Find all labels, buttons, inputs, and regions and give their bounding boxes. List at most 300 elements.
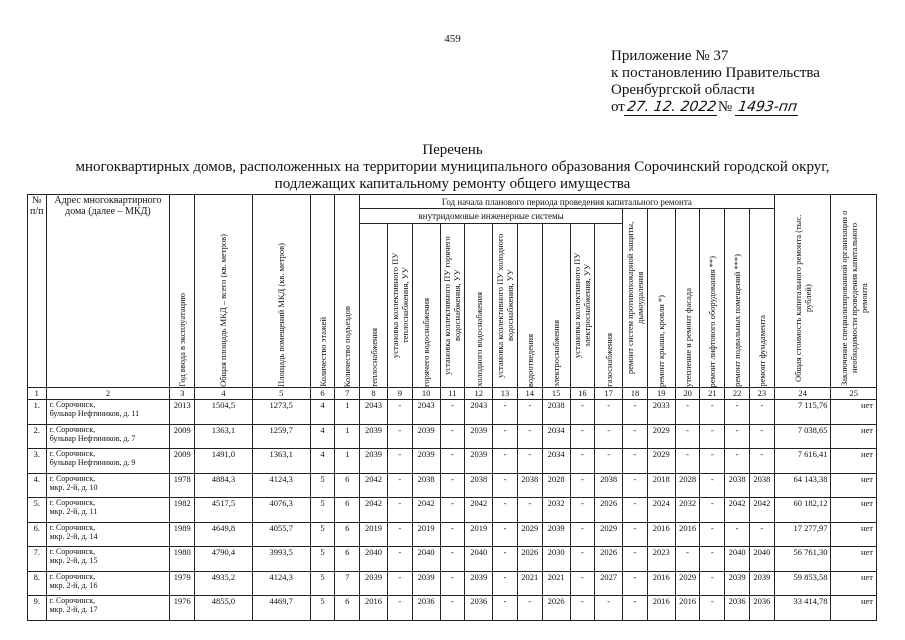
address-cell — [46, 522, 170, 547]
work-year-cell: - — [623, 498, 648, 523]
work-year-cell: 2039 — [465, 424, 493, 449]
entrances-cell: 6 — [335, 522, 360, 547]
work-year-cell: 2038 — [749, 473, 774, 498]
work-year-cell: - — [387, 571, 412, 596]
work-year-cell: - — [725, 449, 750, 474]
floors-cell: 5 — [310, 473, 335, 498]
appendix-block — [611, 48, 820, 116]
work-year-cell: - — [595, 424, 623, 449]
work-year-cell: 2023 — [647, 547, 675, 572]
work-year-cell: 2016 — [647, 596, 675, 621]
work-year-cell: - — [700, 498, 725, 523]
work-year-cell: - — [517, 498, 542, 523]
work-year-cell: - — [700, 473, 725, 498]
work-year-cell: 2043 — [360, 400, 388, 425]
work-year-cell: 2038 — [542, 400, 570, 425]
work-year-cell: 2040 — [749, 547, 774, 572]
work-year-cell: 2042 — [725, 498, 750, 523]
table-row — [28, 400, 877, 425]
work-year-cell: - — [623, 522, 648, 547]
work-year-cell: 2034 — [542, 449, 570, 474]
work-year-cell: - — [700, 449, 725, 474]
address-street: мкр. 2-й, д. 11 — [49, 507, 98, 517]
cost-cell: 17 277,97 — [774, 522, 831, 547]
repair-table — [27, 194, 877, 621]
table-row — [28, 473, 877, 498]
title-line-3: подлежащих капитальному ремонту общего имущества — [274, 176, 631, 192]
column-number-cell: 25 — [831, 388, 877, 400]
column-number-cell: 17 — [595, 388, 623, 400]
col-work-14-header: ремонт лифтового оборудования **) — [700, 209, 725, 388]
col-work-10-header: газоснабжения — [595, 224, 623, 388]
work-year-cell: - — [570, 596, 595, 621]
col-work-16-header: ремонт фундамента — [749, 209, 774, 388]
cost-cell: 7 038,65 — [774, 424, 831, 449]
work-year-cell: - — [623, 424, 648, 449]
work-year-cell: - — [440, 571, 465, 596]
area-total-cell: 4855,0 — [195, 596, 253, 621]
work-year-cell: - — [570, 571, 595, 596]
address-cell — [46, 571, 170, 596]
column-number-cell: 18 — [623, 388, 648, 400]
work-year-cell: 2029 — [647, 449, 675, 474]
column-number-cell: 7 — [335, 388, 360, 400]
address-city: г. Сорочинск, — [49, 424, 96, 434]
area-total-cell: 1363,1 — [195, 424, 253, 449]
table-row — [28, 547, 877, 572]
document-title — [0, 142, 905, 193]
work-year-cell: - — [570, 522, 595, 547]
col-work-4-header: установка коллективного ПУ горячего водоснабжения, УУ — [440, 224, 465, 388]
work-year-cell: - — [700, 424, 725, 449]
address-street: бульвар Нефтяников, д. 7 — [49, 433, 136, 443]
work-year-cell: - — [440, 473, 465, 498]
conclusion-cell: нет — [831, 571, 877, 596]
column-number-cell: 20 — [675, 388, 700, 400]
work-year-cell: 2027 — [595, 571, 623, 596]
cost-cell: 33 414,78 — [774, 596, 831, 621]
entrances-cell: 1 — [335, 400, 360, 425]
work-year-cell: - — [675, 449, 700, 474]
work-year-cell: - — [749, 449, 774, 474]
table-row — [28, 522, 877, 547]
work-year-cell: - — [700, 596, 725, 621]
work-year-cell: 2043 — [412, 400, 440, 425]
column-number-cell: 2 — [46, 388, 170, 400]
table-row — [28, 596, 877, 621]
work-year-cell: 2016 — [675, 522, 700, 547]
area-rooms-cell: 4055,7 — [252, 522, 310, 547]
table-body — [28, 388, 877, 621]
work-year-cell: 2034 — [542, 424, 570, 449]
work-year-cell: - — [493, 473, 518, 498]
cost-cell: 64 143,38 — [774, 473, 831, 498]
work-year-cell: - — [440, 522, 465, 547]
row-number-cell: 6. — [28, 522, 47, 547]
work-year-cell: 2043 — [465, 400, 493, 425]
address-cell — [46, 449, 170, 474]
work-year-cell: - — [440, 449, 465, 474]
cost-cell: 7 616,41 — [774, 449, 831, 474]
work-year-cell: 2032 — [675, 498, 700, 523]
col-work-12-header: ремонт крыши, кровли *) — [647, 209, 675, 388]
area-total-cell: 4517,5 — [195, 498, 253, 523]
col-floors-header: Количество этажей — [310, 195, 335, 388]
work-year-cell: - — [725, 424, 750, 449]
work-year-cell: - — [570, 498, 595, 523]
floors-cell: 4 — [310, 449, 335, 474]
work-year-cell: - — [623, 473, 648, 498]
col-work-1-header: теплоснабжения — [360, 224, 388, 388]
row-number-cell: 5. — [28, 498, 47, 523]
table-row — [28, 449, 877, 474]
address-cell — [46, 596, 170, 621]
column-number-cell: 8 — [360, 388, 388, 400]
work-year-cell: - — [517, 400, 542, 425]
work-year-cell: - — [493, 596, 518, 621]
work-year-cell: - — [623, 571, 648, 596]
row-number-cell: 4. — [28, 473, 47, 498]
work-year-cell: - — [493, 449, 518, 474]
area-rooms-cell: 1273,5 — [252, 400, 310, 425]
work-year-cell: 2039 — [360, 449, 388, 474]
cost-cell: 60 182,12 — [774, 498, 831, 523]
area-total-cell: 4935,2 — [195, 571, 253, 596]
area-total-cell: 4884,3 — [195, 473, 253, 498]
area-rooms-cell: 4076,3 — [252, 498, 310, 523]
work-year-cell: 2021 — [542, 571, 570, 596]
conclusion-cell: нет — [831, 473, 877, 498]
work-year-cell: 2042 — [465, 498, 493, 523]
work-year-cell: 2021 — [517, 571, 542, 596]
work-year-cell: 2029 — [675, 571, 700, 596]
work-year-cell: 2029 — [647, 424, 675, 449]
work-year-cell: 2024 — [647, 498, 675, 523]
work-year-cell: 2039 — [412, 571, 440, 596]
column-number-cell: 9 — [387, 388, 412, 400]
col-work-15-header: ремонт подвальных помещений ***) — [725, 209, 750, 388]
col-cost-header: Общая стоимость капитального ремонта (тыс. рублей) — [774, 195, 831, 388]
row-number-cell: 3. — [28, 449, 47, 474]
appendix-title: Приложение № 37 — [611, 48, 729, 64]
col-area-rooms-header: Площадь помещений МКД (кв. метров) — [252, 195, 310, 388]
work-year-cell: - — [623, 449, 648, 474]
work-year-cell: 2033 — [647, 400, 675, 425]
title-line-2: многоквартирных домов, расположенных на территории муниципального образования Сорочинский городской округ, — [75, 159, 830, 175]
work-year-cell: 2039 — [412, 449, 440, 474]
floors-cell: 4 — [310, 400, 335, 425]
entrances-cell: 6 — [335, 547, 360, 572]
area-rooms-cell: 4124,3 — [252, 571, 310, 596]
address-street: мкр. 2-й, д. 17 — [49, 605, 98, 615]
address-city: г. Сорочинск, — [49, 400, 96, 410]
period-header: Год начала планового периода проведения капитального ремонта — [360, 195, 775, 209]
col-work-3-header: горячего водоснабжения — [412, 224, 440, 388]
address-street: мкр. 2-й, д. 16 — [49, 580, 98, 590]
systems-header: внутридомовые инженерные системы — [360, 209, 623, 224]
cost-cell: 56 761,30 — [774, 547, 831, 572]
work-year-cell: - — [675, 547, 700, 572]
work-year-cell: 2019 — [412, 522, 440, 547]
column-number-cell: 14 — [517, 388, 542, 400]
work-year-cell: - — [387, 547, 412, 572]
work-year-cell: - — [570, 424, 595, 449]
work-year-cell: - — [725, 400, 750, 425]
col-conclusion-header: Заключение специализированной организации о необходимости проведения капитального ремонта — [831, 195, 877, 388]
work-year-cell: - — [570, 400, 595, 425]
work-year-cell: 2042 — [360, 498, 388, 523]
work-year-cell: 2036 — [749, 596, 774, 621]
col-address-header: Адрес многоквартирного дома (далее – МКД) — [46, 195, 170, 388]
appendix-date-line — [611, 99, 820, 116]
conclusion-cell: нет — [831, 596, 877, 621]
work-year-cell: 2038 — [595, 473, 623, 498]
work-year-cell: 2032 — [542, 498, 570, 523]
work-year-cell: 2039 — [360, 424, 388, 449]
work-year-cell: 2019 — [465, 522, 493, 547]
work-year-cell: 2016 — [647, 571, 675, 596]
address-street: бульвар Нефтяников, д. 9 — [49, 458, 136, 468]
area-total-cell: 1491,0 — [195, 449, 253, 474]
column-number-cell: 16 — [570, 388, 595, 400]
work-year-cell: - — [387, 473, 412, 498]
work-year-cell: - — [623, 596, 648, 621]
work-year-cell: 2028 — [542, 473, 570, 498]
address-cell — [46, 547, 170, 572]
appendix-number-label: № — [717, 99, 733, 115]
work-year-cell: - — [570, 473, 595, 498]
conclusion-cell: нет — [831, 498, 877, 523]
work-year-cell: 2026 — [517, 547, 542, 572]
table-row — [28, 571, 877, 596]
work-year-cell: 2029 — [517, 522, 542, 547]
work-year-cell: 2042 — [749, 498, 774, 523]
work-year-cell: 2039 — [360, 571, 388, 596]
address-city: г. Сорочинск, — [49, 547, 96, 557]
work-year-cell: - — [725, 522, 750, 547]
work-year-cell: 2038 — [725, 473, 750, 498]
address-city: г. Сорочинск, — [49, 596, 96, 606]
table-head — [28, 195, 877, 388]
col-work-11-header: ремонт систем противопожарной защиты, дымоудаления — [623, 209, 648, 388]
column-number-row — [28, 388, 877, 400]
work-year-cell: 2038 — [412, 473, 440, 498]
conclusion-cell: нет — [831, 400, 877, 425]
work-year-cell: 2026 — [542, 596, 570, 621]
column-number-cell: 6 — [310, 388, 335, 400]
column-number-cell: 10 — [412, 388, 440, 400]
address-cell — [46, 498, 170, 523]
year-cell: 2009 — [170, 424, 195, 449]
work-year-cell: 2042 — [360, 473, 388, 498]
row-number-cell: 8. — [28, 571, 47, 596]
column-number-cell: 12 — [465, 388, 493, 400]
address-city: г. Сорочинск, — [49, 449, 96, 459]
handwritten-number: 1493-пп — [735, 100, 800, 116]
col-work-13-header: утепление и ремонт фасада — [675, 209, 700, 388]
appendix-from-label: от — [611, 99, 625, 115]
entrances-cell: 1 — [335, 424, 360, 449]
col-work-5-header: холодного водоснабжения — [465, 224, 493, 388]
work-year-cell: - — [517, 596, 542, 621]
work-year-cell: 2026 — [595, 498, 623, 523]
column-number-cell: 3 — [170, 388, 195, 400]
area-rooms-cell: 3993,5 — [252, 547, 310, 572]
work-year-cell: - — [570, 449, 595, 474]
area-rooms-cell: 4124,3 — [252, 473, 310, 498]
address-city: г. Сорочинск, — [49, 473, 96, 483]
address-street: бульвар Нефтяников, д. 11 — [49, 409, 140, 419]
table-row — [28, 498, 877, 523]
work-year-cell: - — [493, 424, 518, 449]
year-cell: 1982 — [170, 498, 195, 523]
col-work-7-header: водоотведения — [517, 224, 542, 388]
column-number-cell: 15 — [542, 388, 570, 400]
address-street: мкр. 2-й, д. 14 — [49, 531, 98, 541]
floors-cell: 5 — [310, 498, 335, 523]
row-number-cell: 9. — [28, 596, 47, 621]
area-rooms-cell: 4469,7 — [252, 596, 310, 621]
address-cell — [46, 424, 170, 449]
column-number-cell: 21 — [700, 388, 725, 400]
work-year-cell: - — [595, 596, 623, 621]
handwritten-date: 27. 12. 2022 — [624, 100, 719, 116]
work-year-cell: 2039 — [465, 571, 493, 596]
col-no-header: № п/п — [28, 195, 47, 388]
work-year-cell: - — [493, 400, 518, 425]
work-year-cell: - — [493, 571, 518, 596]
col-entrances-header: Количество подъездов — [335, 195, 360, 388]
work-year-cell: - — [517, 449, 542, 474]
work-year-cell: - — [440, 498, 465, 523]
year-cell: 2009 — [170, 449, 195, 474]
entrances-cell: 6 — [335, 596, 360, 621]
year-cell: 1980 — [170, 547, 195, 572]
work-year-cell: - — [700, 522, 725, 547]
work-year-cell: - — [749, 424, 774, 449]
work-year-cell: 2039 — [542, 522, 570, 547]
col-work-2-header: установка коллективного ПУ теплоснабжения, УУ — [387, 224, 412, 388]
col-work-8-header: электроснабжения — [542, 224, 570, 388]
work-year-cell: - — [623, 400, 648, 425]
address-city: г. Сорочинск, — [49, 571, 96, 581]
work-year-cell: - — [595, 449, 623, 474]
work-year-cell: - — [570, 547, 595, 572]
row-number-cell: 2. — [28, 424, 47, 449]
column-number-cell: 24 — [774, 388, 831, 400]
work-year-cell: 2036 — [412, 596, 440, 621]
appendix-decree: к постановлению Правительства — [611, 65, 820, 81]
work-year-cell: 2016 — [647, 522, 675, 547]
col-work-6-header: установка коллективного ПУ холодного водоснабжения, УУ — [493, 224, 518, 388]
area-total-cell: 4790,4 — [195, 547, 253, 572]
entrances-cell: 6 — [335, 473, 360, 498]
work-year-cell: - — [493, 547, 518, 572]
work-year-cell: 2038 — [517, 473, 542, 498]
work-year-cell: - — [440, 400, 465, 425]
address-cell — [46, 473, 170, 498]
floors-cell: 5 — [310, 571, 335, 596]
work-year-cell: - — [623, 547, 648, 572]
work-year-cell: - — [675, 424, 700, 449]
col-area-total-header: Общая площадь МКД – всего (кв. метров) — [195, 195, 253, 388]
year-cell: 1979 — [170, 571, 195, 596]
conclusion-cell: нет — [831, 449, 877, 474]
work-year-cell: 2040 — [412, 547, 440, 572]
work-year-cell: - — [440, 596, 465, 621]
col-year-header: Год ввода в эксплуатацию — [170, 195, 195, 388]
work-year-cell: - — [493, 498, 518, 523]
address-street: мкр. 2-й, д. 15 — [49, 556, 98, 566]
entrances-cell: 7 — [335, 571, 360, 596]
work-year-cell: - — [700, 400, 725, 425]
col-work-9-header: установка коллективного ПУ электроснабжения, УУ — [570, 224, 595, 388]
work-year-cell: 2039 — [465, 449, 493, 474]
work-year-cell: 2039 — [725, 571, 750, 596]
work-year-cell: 2016 — [360, 596, 388, 621]
entrances-cell: 1 — [335, 449, 360, 474]
work-year-cell: - — [749, 400, 774, 425]
work-year-cell: 2040 — [360, 547, 388, 572]
column-number-cell: 13 — [493, 388, 518, 400]
address-cell — [46, 400, 170, 425]
cost-cell: 59 853,58 — [774, 571, 831, 596]
work-year-cell: - — [700, 547, 725, 572]
work-year-cell: - — [749, 522, 774, 547]
work-year-cell: 2028 — [675, 473, 700, 498]
work-year-cell: 2040 — [465, 547, 493, 572]
column-number-cell: 1 — [28, 388, 47, 400]
column-number-cell: 11 — [440, 388, 465, 400]
work-year-cell: 2040 — [725, 547, 750, 572]
row-number-cell: 1. — [28, 400, 47, 425]
address-city: г. Сорочинск, — [49, 498, 96, 508]
work-year-cell: - — [675, 400, 700, 425]
work-year-cell: - — [595, 400, 623, 425]
work-year-cell: 2030 — [542, 547, 570, 572]
work-year-cell: 2018 — [647, 473, 675, 498]
work-year-cell: - — [387, 596, 412, 621]
cost-cell: 7 115,76 — [774, 400, 831, 425]
year-cell: 1976 — [170, 596, 195, 621]
area-rooms-cell: 1363,1 — [252, 449, 310, 474]
page-number: 459 — [444, 33, 461, 45]
work-year-cell: - — [440, 547, 465, 572]
work-year-cell: 2036 — [465, 596, 493, 621]
work-year-cell: - — [493, 522, 518, 547]
work-year-cell: - — [440, 424, 465, 449]
work-year-cell: 2016 — [675, 596, 700, 621]
year-cell: 2013 — [170, 400, 195, 425]
work-year-cell: 2019 — [360, 522, 388, 547]
floors-cell: 5 — [310, 596, 335, 621]
column-number-cell: 23 — [749, 388, 774, 400]
column-number-cell: 4 — [195, 388, 253, 400]
column-number-cell: 22 — [725, 388, 750, 400]
area-rooms-cell: 1259,7 — [252, 424, 310, 449]
conclusion-cell: нет — [831, 424, 877, 449]
work-year-cell: - — [387, 400, 412, 425]
column-number-cell: 19 — [647, 388, 675, 400]
work-year-cell: - — [387, 424, 412, 449]
work-year-cell: 2039 — [749, 571, 774, 596]
entrances-cell: 6 — [335, 498, 360, 523]
title-line-1: Перечень — [422, 142, 483, 158]
row-number-cell: 7. — [28, 547, 47, 572]
floors-cell: 4 — [310, 424, 335, 449]
work-year-cell: 2042 — [412, 498, 440, 523]
conclusion-cell: нет — [831, 547, 877, 572]
